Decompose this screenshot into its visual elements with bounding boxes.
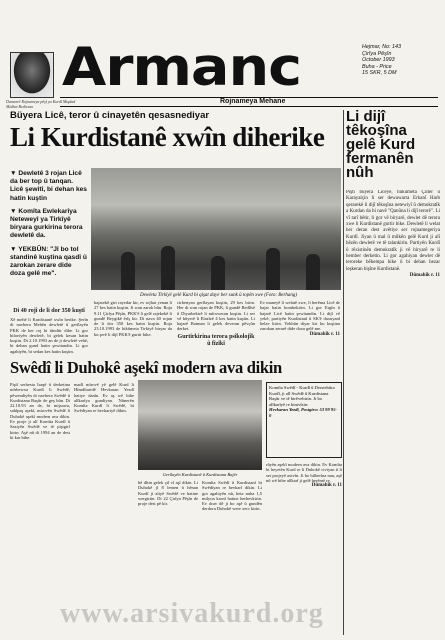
second-column-2: madî mîrovê yê gelê Kurd li Hîmdîtaridê Hevkaran Yezdî hatiye danîn. Ev aş wê bibe alîkarîya gundiyan. Nûnerên Komîta Kurdî li Swêdê, bi Swêdiyan re hevkariyê dikin. [74,382,134,414]
photo-figure [211,256,225,290]
lead-bullet: ▼ Dewletê 3 rojan Licê da ber top û tanqan. Licê şewitî, bi dehan kes hatin kuştin [10,170,87,202]
publication-info: Hejmar, No: 143 Çirîya Pêşîn October 1993 Buha - Price 15 SKR, 5 DM [362,44,401,76]
masthead-logo: Armanc [62,37,302,98]
column-subheading: Gurtirkirina terora psîkolojîk û fîzîkî [177,333,255,347]
continued-note: Dûmahîk r. 11 [409,273,440,279]
sidebar-heading: Li dijî têkoşîna gelê Kurd fermanên nûh [346,108,416,181]
second-column-1: Piştî serbesta Iraqê û derketina mîrhewxa Kurdî li Swêdê, pêwendiyên di navbera Swêdê û Kurdistana Başûr de geş bûn. Di 22.10.93 an de, bi mijsawa, sahîpaş aşekî, mirovên Swêdê li Duhokê aşekî modern ava dikin. Ev proje ji alî Komîta Kurdî û Saziyên Swêdê ve tê piştgirî kirin. Aşê nû di 1994 an de dest bi kar bibe. [10,382,70,440]
photo-figure [266,248,280,290]
second-column-5: rûyên aşekî modern ava dikin. Ev Komîta bi heyetên Kurd re li Duhokê civiyan û li ser projeyê axivîn. Ji bo hilberîna nan, aşê nû wê bibe alîkarî ji gelê herêmê re. Dûmahîk r. 11 [266,462,342,489]
photo-figure [121,252,135,290]
lead-column-1: Di 40 rojî de li dor 350 kuştî Xê mehê li Kurdistanê xwîn herike. Şerîn di navbera Mehên dewletê û gerîlayên PKK de her roj bi tûndtir dibe. Li gor bilaviyên dewletê, bi gelek kesan hatin kuştin. Di 2.10.1993 an de ji dewletê vehê, bi dehan gund hatin şewitandin. Li gor agahiyên, bi sedan kes hatin kuştin. [10,308,88,354]
second-photo [138,380,262,470]
column-rule [343,110,344,635]
second-photo-caption: Gerîlayên Kurdistanê û Kurdistana Bajêr [162,472,238,477]
lead-bullets [10,170,88,283]
info-box: Komîta Swêdî - Kurdî û Derstebûra Kurdî, ji alî Swêdê û Kurdistana Başûr ve tê birêvebirin. Ji bo alîkarîyê re binivîsin: Hevkaran Yezdî, Postgiro: 53 99 95-0 [266,382,342,458]
lead-photo [91,168,341,290]
watermark: www.arsivakurd.org [60,598,324,629]
lead-column-3: cirbenyan gerîlayan kuştin, 29 kes birin. Her di wan rojan de PKK, li gundê Bedlîsê û Diyarbekirê li mîrxweran kuştin. Li ser vê bûyerê li Elazîzê 4 kes hatin kuştin. Li bajarê Batman li gelek deveran pêvçûn derket. Gurtirkirina terora psîkolojîk û fîzîkî [177,300,255,347]
sidebar-article [346,110,440,635]
second-column-4: Komîta Swêdî û Kurdistanî bi Swêdiyan re hevkarî dikin. Li gor agahiyên nû, heta nuha 1,5 milyon kronî hatine berhevkirin. Ev drav dê ji bo aşê û gundên derdora Duhokê were xerc kirin. [202,480,262,512]
continued-note: Dûmahîk r. 11 [309,331,340,337]
lead-bullet: ▼ YEKBÛN: "Jî bo tol standinê kuştina qasdî û zarokan zerare dide doza gelê me". [10,245,87,278]
lead-kicker: Büyera Licê, teror û cinayetên qesasnediyar [10,110,210,121]
lead-photo-caption: Dewleta Tirkîyê gelê Kurd bi qişat daye ber sunk û topên xwe (Foto: Berhang) [139,293,298,298]
photo-figure [306,254,320,290]
lead-headline: Li Kurdistanê xwîn diherike [10,122,325,152]
photo-figure [161,246,175,290]
sidebar-body: Piştî bûyera Licêyê, hukûmeta Çîller û Karayalçin li ser dewawarra Erkanî Harb qerarekê li dijî têkoşîna netewiyî û demokratîk a Kurdan da bi navê "Qanûna li dijî terorê". Li vî tarî bêtir, li gor vê biryarê, dewlet dê terora xwe li Kurdistanê gurtir bike. Dewletê li welat her deran dest avêtiye ser rojnamegeriya Kurdî. Jiyan û mal û milkên gelê Kurd ji alî hêzên dewletê ve tê talankirin. Partiyên Kurdî û rêxistinên demokratîk ji vê biryarê re li hember derketin. Li gor agahiyan dewlet dê teroreke bêhempa bike û bi dehan hezar leşkeran bişîne Kurdistanê. Dûmahîk r. 11 [346,190,440,279]
lead-column-2: bajarekê girt rayedar kir, ev rojhat yenan li 27 kes hatin kuştin. Ji wan zarok bûn. Roja 9.11 Çirîya Pêşîn, PKK'ê li gelê rajekekê li gundê Beygikê êrîş kir. Di nava 40 rojan de li dor 350 kes hatin kuştin. Roja 23.10.1993 de hikûmeta Tirkiyê biryar da ku şerê li dijî PKK'ê gurtir bike. [94,300,172,337]
column-subheading: Di 40 rojî de li dor 350 kuştî [13,308,85,314]
masthead-subtitle: Rojnameya Mehane [220,98,286,105]
second-headline: Swêdî li Duhokê aşekî modern ava dikin [10,358,282,377]
founder-portrait [10,52,54,98]
second-column-3: bê dîtin gelek çil vî aşî dikin. Li Duhokê jî 8 lemen û hênan Kurdî ji aliyê Swêdê ve hatine wergirtin. Di 22 Çirîya Pêşîn de proje dest pê kir. [138,480,198,507]
portrait-caption: Damezrê Rojnameya pêşî ya Kurdî Miqdad Midhat Bedirxan [6,99,76,109]
continued-note: Dûmahîk r. 11 [311,483,342,489]
contact-info: Hevkaran Yezdî, Postgiro: 53 99 95-0 [269,407,338,418]
lead-column-4: Ev maneyê li welatê xwe, li herêma Licê de bajar hatin bombekirin. Li gor Ergîn û bajarê Licê hatin şewitandin. Li dijî vê yekê, partiyên Kurdistanî û SK'ê daxuyanî belav kirin. Yekbûn diyar kir ku kuştina zarokan zerarê dide doza gelê me. Dûmahîk r. 11 [260,300,340,337]
lead-bullet: ▼ Komîta Ewlekarîya Neteweyî ya Tirkîyê biryara gurkirina terora dewletê da. [10,207,83,240]
